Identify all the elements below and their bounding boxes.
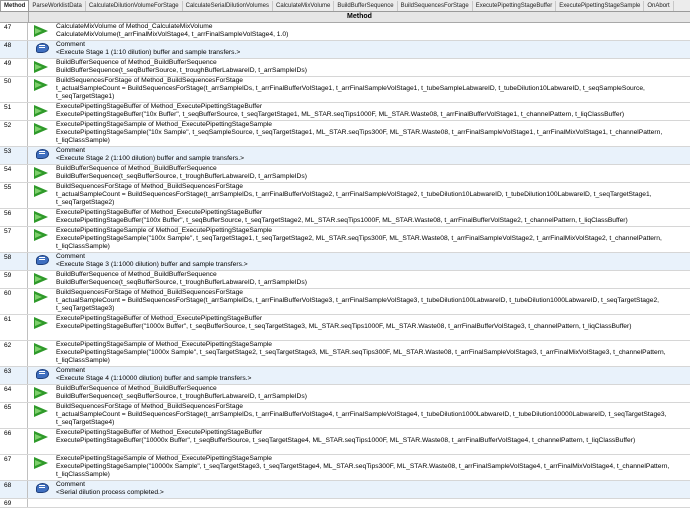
tab-calculateserialdilutionvolumes[interactable]: CalculateSerialDilutionVolumes — [183, 1, 273, 11]
step-text — [54, 341, 690, 366]
step-title: BuildSequencesForStage of Method_BuildSequencesForStage — [56, 183, 244, 190]
step-detail-line: t_actualSampleCount = BuildSequencesForStage(t_arrSampleIDs, t_arrFinalBufferVolStage2, t_arrFinalSampleVolStage2, t_tubeDilution10LabwareID, t_tubeDilution100LabwareID, t_seqTargetStage1, — [56, 191, 652, 198]
step-title: ExecutePipettingStageSample of Method_ExecutePipettingStageSample — [56, 341, 272, 348]
line-number: 63 — [0, 367, 28, 384]
tab-calculatedilutionvolumeforstage[interactable]: CalculateDilutionVolumeForStage — [86, 1, 183, 11]
step-row-52[interactable] — [0, 121, 690, 147]
step-text — [54, 77, 690, 102]
step-text — [54, 499, 690, 507]
step-row-53[interactable] — [0, 147, 690, 165]
step-detail-line: t_liqClassSample) — [56, 137, 110, 144]
line-number: 56 — [0, 209, 28, 226]
step-title: Comment — [56, 367, 85, 374]
step-row-54[interactable] — [0, 165, 690, 183]
step-row-49[interactable] — [0, 59, 690, 77]
step-title: Comment — [56, 41, 85, 48]
step-title: BuildBufferSequence of Method_BuildBufferSequence — [56, 165, 217, 172]
green-arrow-icon — [34, 291, 48, 303]
comment-bubble-icon — [36, 483, 49, 493]
step-title: ExecutePipettingStageBuffer of Method_ExecutePipettingStageBuffer — [56, 429, 263, 436]
line-number: 67 — [0, 455, 28, 480]
step-detail-line: t_actualSampleCount = BuildSequencesForStage(t_arrSampleIDs, t_arrFinalBufferVolStage4, t_arrFinalSampleVolStage4, t_tubeDilution1000LabwareID, t_tubeDilution10000LabwareID, t_seqTargetStage3, — [56, 411, 667, 418]
line-number: 57 — [0, 227, 28, 252]
step-text — [54, 103, 690, 120]
step-icon-cell — [28, 41, 54, 58]
step-detail-line: t_liqClassSample) — [56, 471, 110, 478]
line-number: 51 — [0, 103, 28, 120]
step-detail-line: <Execute Stage 3 (1:1000 dilution) buffer and sample transfers.> — [56, 261, 248, 268]
green-arrow-icon — [34, 405, 48, 417]
step-row-55[interactable] — [0, 183, 690, 209]
step-detail-line: t_seqTargetStage4) — [56, 419, 115, 426]
step-row-69[interactable] — [0, 499, 690, 508]
step-detail-line: ExecutePipettingStageBuffer("100x Buffer", t_seqBufferSource, t_seqTargetStage2, ML_STAR.seqTips1000F, ML_STAR.Waste08, t_arrFinalBufferVolStage2, t_channelPattern, t_liqClassBuffer) — [56, 217, 628, 224]
step-title: ExecutePipettingStageBuffer of Method_ExecutePipettingStageBuffer — [56, 103, 263, 110]
step-row-64[interactable] — [0, 385, 690, 403]
green-arrow-icon — [34, 317, 48, 329]
step-text — [54, 183, 690, 208]
line-number: 55 — [0, 183, 28, 208]
step-icon-cell — [28, 165, 54, 182]
step-title: BuildSequencesForStage of Method_BuildSequencesForStage — [56, 289, 244, 296]
green-arrow-icon — [34, 211, 48, 223]
step-row-67[interactable] — [0, 455, 690, 481]
step-icon-cell — [28, 499, 54, 507]
step-title: ExecutePipettingStageSample of Method_ExecutePipettingStageSample — [56, 455, 272, 462]
step-icon-cell — [28, 23, 54, 40]
step-row-48[interactable] — [0, 41, 690, 59]
table-header — [0, 12, 690, 23]
step-title: BuildBufferSequence of Method_BuildBufferSequence — [56, 59, 217, 66]
step-icon-cell — [28, 271, 54, 288]
step-row-60[interactable] — [0, 289, 690, 315]
step-title: ExecutePipettingStageBuffer of Method_ExecutePipettingStageBuffer — [56, 315, 263, 322]
step-detail-line: <Execute Stage 1 (1:10 dilution) buffer and sample transfers.> — [56, 49, 241, 56]
comment-bubble-icon — [36, 369, 49, 379]
step-title: ExecutePipettingStageBuffer of Method_ExecutePipettingStageBuffer — [56, 209, 263, 216]
line-number: 62 — [0, 341, 28, 366]
method-column-header: Method — [347, 13, 372, 20]
tab-executepipettingstagesample[interactable]: ExecutePipettingStageSample — [556, 1, 644, 11]
line-number: 69 — [0, 499, 28, 507]
step-detail-line: t_seqTargetStage1) — [56, 93, 115, 100]
step-row-62[interactable] — [0, 341, 690, 367]
line-number: 64 — [0, 385, 28, 402]
step-icon-cell — [28, 209, 54, 226]
green-arrow-icon — [34, 105, 48, 117]
tab-executepipettingstagebuffer[interactable]: ExecutePipettingStageBuffer — [473, 1, 557, 11]
step-list[interactable] — [0, 23, 690, 508]
step-text — [54, 23, 690, 40]
step-title: BuildBufferSequence of Method_BuildBufferSequence — [56, 271, 217, 278]
method-tab-bar — [0, 0, 690, 12]
step-detail-line: t_liqClassSample) — [56, 357, 110, 364]
step-icon-cell — [28, 253, 54, 270]
step-detail-line — [56, 331, 688, 339]
step-title: Comment — [56, 147, 85, 154]
comment-bubble-icon — [36, 43, 49, 53]
step-detail-line: <Execute Stage 4 (1:10000 dilution) buffer and sample transfers.> — [56, 375, 252, 382]
green-arrow-icon — [34, 229, 48, 241]
step-title: CalculateMixVolume of Method_CalculateMixVolume — [56, 23, 213, 30]
step-detail-line: t_actualSampleCount = BuildSequencesForStage(t_arrSampleIDs, t_arrFinalBufferVolStage1, t_arrFinalSampleVolStage1, t_tubeSampleLabwareID, t_tubeDilution10LabwareID, t_seqSampleSource, — [56, 85, 645, 92]
green-arrow-icon — [34, 123, 48, 135]
step-row-57[interactable] — [0, 227, 690, 253]
line-number: 60 — [0, 289, 28, 314]
step-icon-cell — [28, 429, 54, 454]
step-row-56[interactable] — [0, 209, 690, 227]
step-row-63[interactable] — [0, 367, 690, 385]
line-number: 68 — [0, 481, 28, 498]
step-title: BuildBufferSequence of Method_BuildBufferSequence — [56, 385, 217, 392]
tab-buildsequencesforstage[interactable]: BuildSequencesForStage — [398, 1, 473, 11]
comment-bubble-icon — [36, 255, 49, 265]
step-text — [54, 59, 690, 76]
step-text — [54, 315, 690, 340]
step-text — [54, 147, 690, 164]
step-icon-cell — [28, 455, 54, 480]
step-row-47[interactable] — [0, 23, 690, 41]
step-icon-cell — [28, 367, 54, 384]
step-text — [54, 165, 690, 182]
step-title: Comment — [56, 481, 85, 488]
green-arrow-icon — [34, 79, 48, 91]
step-detail-line: <Execute Stage 2 (1:100 dilution) buffer and sample transfers.> — [56, 155, 244, 162]
step-icon-cell — [28, 121, 54, 146]
step-text — [54, 367, 690, 384]
step-title: Comment — [56, 253, 85, 260]
line-number: 48 — [0, 41, 28, 58]
step-row-65[interactable] — [0, 403, 690, 429]
line-number: 61 — [0, 315, 28, 340]
step-icon-cell — [28, 183, 54, 208]
step-detail-line: t_actualSampleCount = BuildSequencesForStage(t_arrSampleIDs, t_arrFinalBufferVolStage3, t_arrFinalSampleVolStage3, t_tubeDilution100LabwareID, t_tubeDilution1000LabwareID, t_seqTargetStage2, — [56, 297, 660, 304]
step-detail-line: ExecutePipettingStageSample("100x Sample", t_seqTargetStage1, t_seqTargetStage2, ML_STAR.seqTips300F, ML_STAR.Waste08, t_arrFinalSampleVolStage2, t_arrFinalMixVolStage2, t_channelPattern, — [56, 235, 662, 242]
line-number: 53 — [0, 147, 28, 164]
green-arrow-icon — [34, 457, 48, 469]
step-detail-line: ExecutePipettingStageSample("1000x Sample", t_seqTargetStage2, t_seqTargetStage3, ML_STAR.seqTips300F, ML_STAR.Waste08, t_arrFinalSampleVolStage3, t_arrFinalMixVolStage3, t_channelPattern, — [56, 349, 666, 356]
line-number: 58 — [0, 253, 28, 270]
step-icon-cell — [28, 341, 54, 366]
step-text — [54, 289, 690, 314]
step-detail-line: <Serial dilution process completed.> — [56, 489, 164, 496]
step-detail-line: BuildBufferSequence(t_seqBufferSource, t_troughBufferLabwareID, t_arrSampleIDs) — [56, 393, 307, 400]
step-text — [54, 209, 690, 226]
step-title: BuildSequencesForStage of Method_BuildSequencesForStage — [56, 403, 244, 410]
line-number: 49 — [0, 59, 28, 76]
step-detail-line — [56, 445, 688, 453]
line-number: 52 — [0, 121, 28, 146]
green-arrow-icon — [34, 185, 48, 197]
green-arrow-icon — [34, 61, 48, 73]
step-row-61[interactable] — [0, 315, 690, 341]
step-detail-line: ExecutePipettingStageBuffer("1000x Buffer", t_seqBufferSource, t_seqTargetStage3, ML_STAR.seqTips1000F, ML_STAR.Waste08, t_arrFinalBufferVolStage3, t_channelPattern, t_liqClassBuffer) — [56, 323, 632, 330]
step-detail-line: ExecutePipettingStageBuffer("10x Buffer", t_seqBufferSource, t_seqTargetStage1, ML_STAR.seqTips1000F, ML_STAR.Waste08, t_arrFinalBufferVolStage1, t_channelPattern, t_liqClassBuffer) — [56, 111, 625, 118]
step-icon-cell — [28, 59, 54, 76]
line-number: 66 — [0, 429, 28, 454]
green-arrow-icon — [34, 25, 48, 37]
step-detail-line: BuildBufferSequence(t_seqBufferSource, t_troughBufferLabwareID, t_arrSampleIDs) — [56, 279, 307, 286]
step-detail-line: BuildBufferSequence(t_seqBufferSource, t_troughBufferLabwareID, t_arrSampleIDs) — [56, 173, 307, 180]
step-text — [54, 429, 690, 454]
step-row-51[interactable] — [0, 103, 690, 121]
step-row-50[interactable] — [0, 77, 690, 103]
green-arrow-icon — [34, 387, 48, 399]
step-detail-line: t_seqTargetStage2) — [56, 199, 115, 206]
tab-onabort[interactable]: OnAbort — [644, 1, 673, 11]
step-detail-line: ExecutePipettingStageBuffer("10000x Buffer", t_seqBufferSource, t_seqTargetStage4, ML_STAR.seqTips1000F, ML_STAR.Waste08, t_arrFinalBufferVolStage4, t_channelPattern, t_liqClassBuffer) — [56, 437, 636, 444]
step-text — [54, 253, 690, 270]
step-detail-line: ExecutePipettingStageSample("10x Sample", t_seqSampleSource, t_seqTargetStage1, ML_STAR.seqTips300F, ML_STAR.Waste08, t_arrFinalSampleVolStage1, t_arrFinalMixVolStage1, t_channelPattern, — [56, 129, 663, 136]
step-text — [54, 455, 690, 480]
green-arrow-icon — [34, 273, 48, 285]
step-detail-line: CalculateMixVolume(t_arrFinalMixVolStage4, t_arrFinalSampleVolStage4, 1.0) — [56, 31, 289, 38]
green-arrow-icon — [34, 431, 48, 443]
step-text — [54, 403, 690, 428]
tab-calculatemixvolume[interactable]: CalculateMixVolume — [273, 1, 334, 11]
step-icon-cell — [28, 289, 54, 314]
step-row-66[interactable] — [0, 429, 690, 455]
step-icon-cell — [28, 385, 54, 402]
step-icon-cell — [28, 315, 54, 340]
line-number: 65 — [0, 403, 28, 428]
step-text — [54, 385, 690, 402]
line-number: 54 — [0, 165, 28, 182]
step-title: ExecutePipettingStageSample of Method_ExecutePipettingStageSample — [56, 121, 272, 128]
step-detail-line: t_seqTargetStage3) — [56, 305, 115, 312]
step-title: BuildSequencesForStage of Method_BuildSequencesForStage — [56, 77, 244, 84]
line-number: 59 — [0, 271, 28, 288]
line-number: 47 — [0, 23, 28, 40]
step-detail-line: t_liqClassSample) — [56, 243, 110, 250]
green-arrow-icon — [34, 343, 48, 355]
step-icon-cell — [28, 227, 54, 252]
step-row-59[interactable] — [0, 271, 690, 289]
step-icon-cell — [28, 103, 54, 120]
step-text — [54, 121, 690, 146]
green-arrow-icon — [34, 167, 48, 179]
step-text — [54, 227, 690, 252]
tab-parseworklistdata[interactable]: ParseWorklistData — [29, 1, 86, 11]
line-number: 50 — [0, 77, 28, 102]
tab-method[interactable]: Method — [0, 0, 29, 11]
step-detail-line: ExecutePipettingStageSample("10000x Sample", t_seqTargetStage3, t_seqTargetStage4, ML_STAR.seqTips300F, ML_STAR.Waste08, t_arrFinalSampleVolStage4, t_arrFinalMixVolStage4, t_channelPattern, — [56, 463, 670, 470]
step-text — [54, 41, 690, 58]
line-number-header — [0, 12, 29, 22]
step-title: ExecutePipettingStageSample of Method_ExecutePipettingStageSample — [56, 227, 272, 234]
tab-buildbuffersequence[interactable]: BuildBufferSequence — [334, 1, 397, 11]
step-text — [54, 271, 690, 288]
comment-bubble-icon — [36, 149, 49, 159]
step-icon-cell — [28, 77, 54, 102]
step-row-58[interactable] — [0, 253, 690, 271]
step-icon-cell — [28, 403, 54, 428]
step-icon-cell — [28, 147, 54, 164]
step-detail-line: BuildBufferSequence(t_seqBufferSource, t_troughBufferLabwareID, t_arrSampleIDs) — [56, 67, 307, 74]
